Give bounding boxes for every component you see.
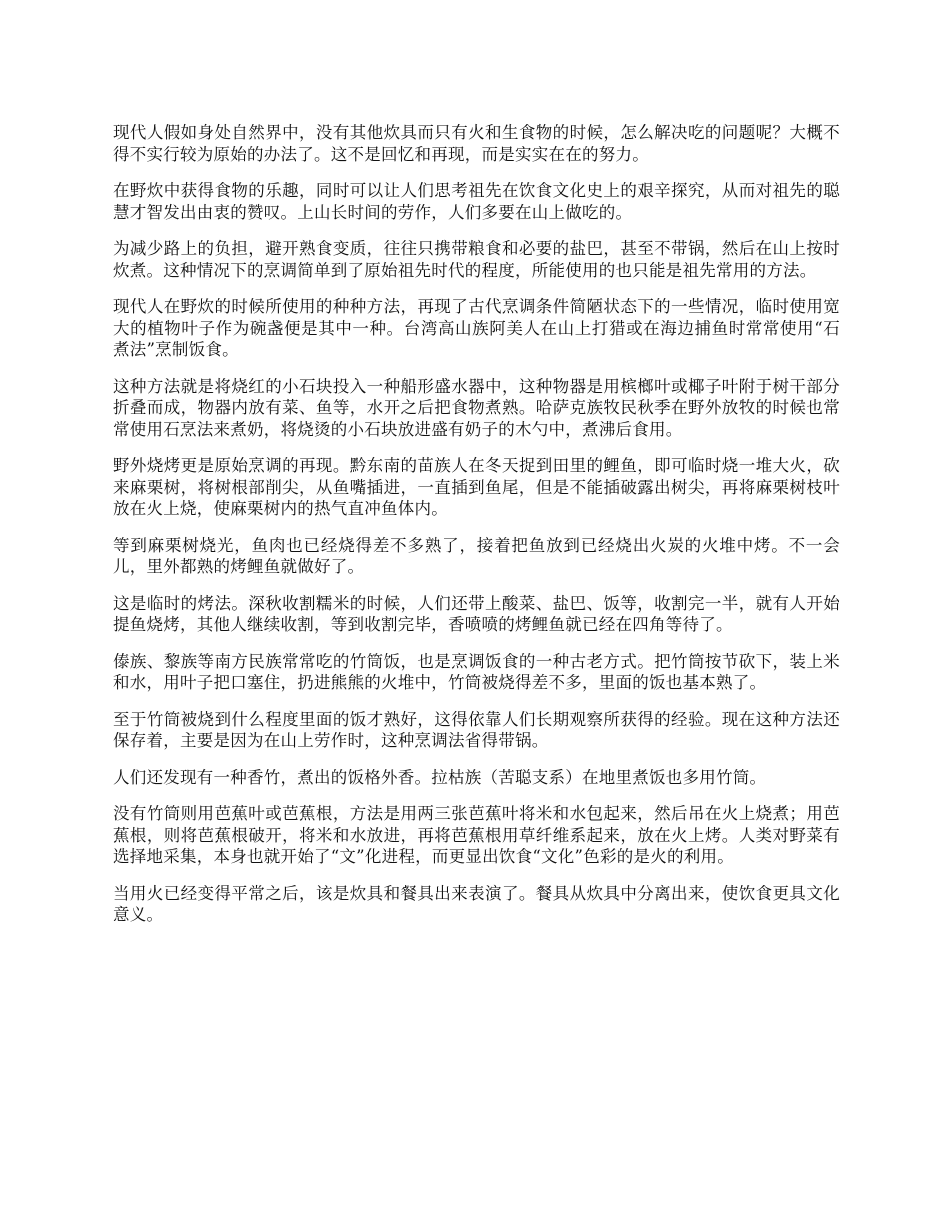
paragraph-1: 现代人假如身处自然界中，没有其他炊具而只有火和生食物的时候，怎么解决吃的问题呢？大概不得不实行较为原始的办法了。这不是回忆和再现，而是实实在在的努力。 (113, 123, 840, 164)
paragraph-13: 当用火已经变得平常之后，该是炊具和餐具出来表演了。餐具从炊具中分离出来，使饮食更具文化意义。 (113, 883, 840, 924)
paragraph-5: 这种方法就是将烧红的小石块投入一种船形盛水器中，这种物器是用槟榔叶或椰子叶附于树干部分折叠而成，物器内放有菜、鱼等，水开之后把食物煮熟。哈萨克族牧民秋季在野外放牧的时候也常常使用石烹法来煮奶，将烧烫的小石块放进盛有奶子的木勺中，煮沸后食用。 (113, 376, 840, 439)
paragraph-9: 傣族、黎族等南方民族常常吃的竹筒饭，也是烹调饭食的一种古老方式。把竹筒按节砍下，装上米和水，用叶子把口塞住，扔进熊熊的火堆中，竹筒被烧得差不多，里面的饭也基本熟了。 (113, 651, 840, 692)
paragraph-7: 等到麻栗树烧光，鱼肉也已经烧得差不多熟了，接着把鱼放到已经烧出火炭的火堆中烤。不一会儿，里外都熟的烤鲤鱼就做好了。 (113, 535, 840, 576)
paragraph-12: 没有竹筒则用芭蕉叶或芭蕉根，方法是用两三张芭蕉叶将米和水包起来，然后吊在火上烧煮；用芭蕉根，则将芭蕉根破开，将米和水放进，再将芭蕉根用草纤维系起来，放在火上烤。人类对野菜有选择地采集，本身也就开始了“文”化进程，而更显出饮食“文化”色彩的是火的利用。 (113, 804, 840, 866)
paragraph-11: 人们还发现有一种香竹，煮出的饭格外香。拉枯族（苦聪支系）在地里煮饭也多用竹筒。 (113, 767, 767, 787)
paragraph-10: 至于竹筒被烧到什么程度里面的饭才熟好，这得依靠人们长期观察所获得的经验。现在这种方法还保存着，主要是因为在山上劳作时，这种烹调法省得带锅。 (113, 709, 840, 750)
paragraph-8: 这是临时的烤法。深秋收割糯米的时候，人们还带上酸菜、盐巴、饭等，收割完一半，就有人开始提鱼烧烤，其他人继续收割，等到收割完毕，香喷喷的烤鲤鱼就已经在四角等待了。 (113, 593, 840, 634)
paragraph-4: 现代人在野炊的时候所使用的种种方法，再现了古代烹调条件简陋状态下的一些情况，临时使用宽大的植物叶子作为碗盏便是其中一种。台湾高山族阿美人在山上打猎或在海边捕鱼时常常使用“石煮法”烹制饭食。 (113, 297, 840, 359)
paragraph-3: 为减少路上的负担，避开熟食变质，往往只携带粮食和必要的盐巴，甚至不带锅，然后在山上按时炊煮。这种情况下的烹调简单到了原始祖先时代的程度，所能使用的也只能是祖先常用的方法。 (113, 239, 840, 280)
document-body (113, 122, 840, 941)
paragraph-6: 野外烧烤更是原始烹调的再现。黔东南的苗族人在冬天捉到田里的鲤鱼，即可临时烧一堆大火，砍来麻栗树，将树根部削尖，从鱼嘴插进，一直插到鱼尾，但是不能插破露出树尖，再将麻栗树枝叶放在火上烧，使麻栗树内的热气直冲鱼体内。 (113, 456, 840, 518)
paragraph-2: 在野炊中获得食物的乐趣，同时可以让人们思考祖先在饮食文化史上的艰辛探究，从而对祖先的聪慧才智发出由衷的赞叹。上山长时间的劳作，人们多要在山上做吃的。 (113, 181, 840, 222)
